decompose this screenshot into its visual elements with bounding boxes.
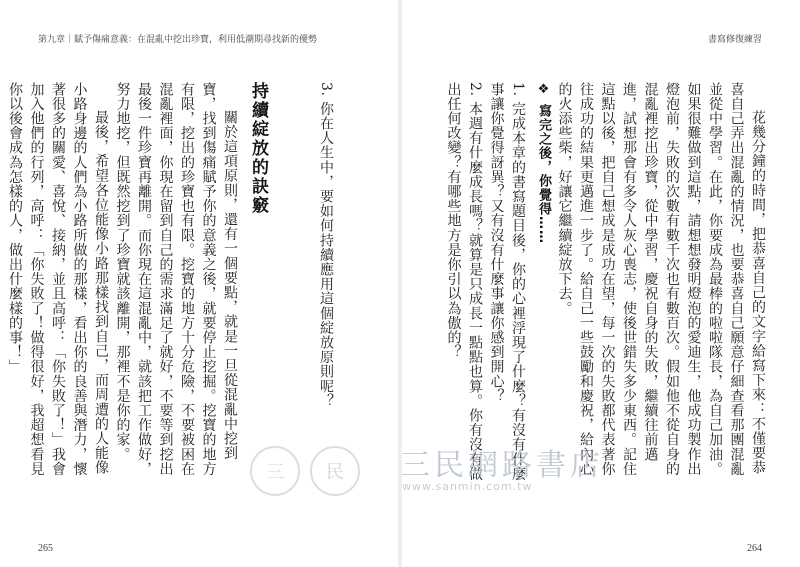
reflection-questions [440,82,528,482]
watermark-title: 三民網路書店 [400,448,604,483]
reflection-subheading [534,82,553,382]
right-body-text [556,82,768,482]
chapter-header: 第九章｜賦予傷痛意義：在混亂中挖出珍寶，利用低潮期尋找新的優勢 [38,35,318,45]
question-3-text: 3. 你在人生中，要如何持續應用這個綻放原則呢？ [318,82,334,409]
left-body-text [7,82,240,482]
question-3 [306,82,336,482]
left-paragraph-2: 最後，希望各位能像小路那樣找到自己，而周遭的人能像小路身邊的人們為小路所做的那樣，看出你的良善與潛力，懷著很多的關愛、喜悅、接納，並且高呼：「你失敗了！」我會加入他們的行列，高呼：「你失敗了！做得很好，我超想看見你以後會成為怎樣的人，做出什麼樣的事！」 [7,82,109,477]
page-number-right: 264 [747,543,762,554]
watermark-circle-2: 民 [310,446,360,496]
reflection-subheading-text: 寫完之後，你覺得…… [536,104,551,244]
book-section-header: 書寫修復練習 [707,35,762,45]
sanmin-watermark [266,440,604,510]
question-1: 1. 完成本章的書寫題目後，你的心裡浮現了什麼？有沒有什麼事讓你覺得訝異？又有沒有什麼事讓你感到開心？ [488,82,526,482]
page-number-left: 265 [38,543,53,554]
right-paragraph-1: 花幾分鐘的時間，把恭喜自己的文字給寫下來：不僅要恭喜自己弄出混亂的情況，也要恭喜自己願意仔細查看那團混亂並從中學習。在此，你要成為最棒的啦啦隊長，為自己加油。如果很難做到這點，請想想發明燈泡的愛迪生，他成功製作出燈泡前，失敗的次數有數千次也有數百次。假如他不從自身的混亂裡挖出珍寶，從中學習，慶祝自身的失敗，繼續往前邁進，試想那會有多令人灰心喪志，使後世錯失多少東西。記住這點以後，把自己想成是成功在望，每一次的失敗都代表著你往成功的結果更邁進一步了。給自己一些鼓勵和慶祝，給內心的火添些柴，好讓它繼續綻放下去。 [556,82,766,477]
watermark-url: www.sanmin.com.tw [402,480,533,493]
watermark-circle-1: 三 [250,446,300,496]
section-heading: 持續綻放的訣竅 [248,82,268,215]
diamond-bullet-icon: ❖ [536,82,551,98]
left-paragraph-1: 關於這項原則，還有一個要點，就是一旦從混亂中挖到寶，找到傷痛賦予你的意義之後，就要停止挖掘。挖寶的地方有限，挖出的珍寶也有限。挖寶的地方十分危險，不要被困在混亂裡面，你現在留到自己的需求滿足了就好，不要等到挖出最後一件珍寶再離開。而你現在這混亂中，就該把工作做好，努力地挖，但既然挖到了珍寶就該離開，那裡不是你的家。 [114,82,238,477]
question-2: 2. 本週有什麼成長嗎？就算是只成長一點點也算。你有沒有做出任何改變？有哪些地方是你引以為傲的？ [445,82,483,482]
